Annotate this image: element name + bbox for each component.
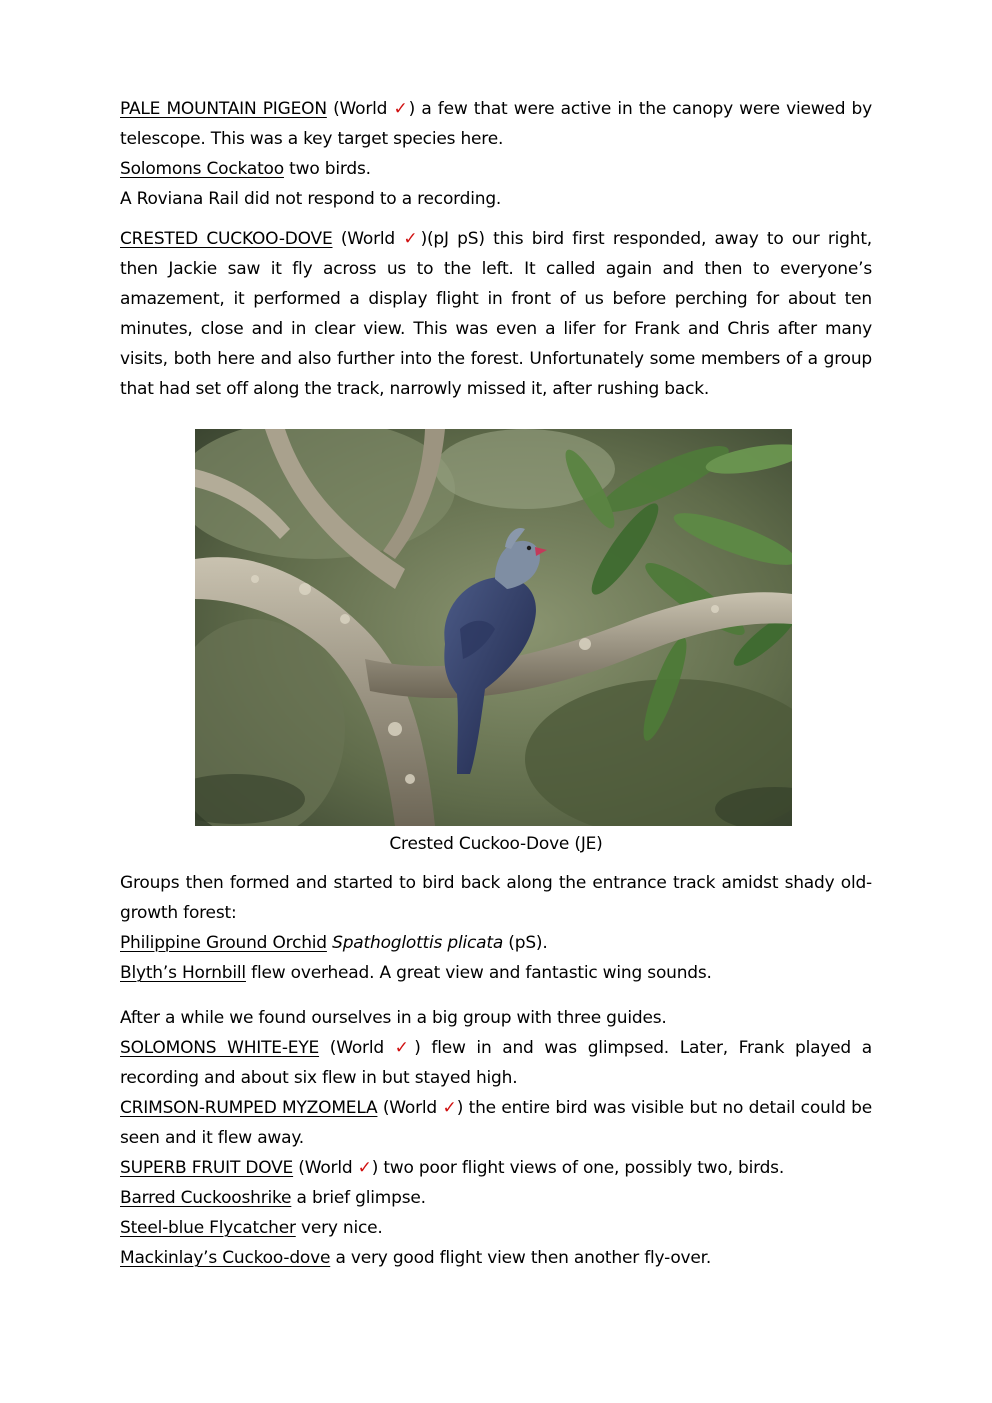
entry-superb-fruit-dove: SUPERB FRUIT DOVE (World ✓) two poor flight views of one, possibly two, birds. bbox=[120, 1158, 785, 1178]
scientific-name: Spathoglottis plicata bbox=[332, 933, 504, 953]
check-icon: ✓ bbox=[393, 99, 409, 119]
bird-photo bbox=[195, 429, 792, 826]
entry-solomons-cockatoo: Solomons Cockatoo two birds. bbox=[120, 159, 371, 179]
check-icon: ✓ bbox=[394, 1038, 415, 1058]
species-name: SOLOMONS WHITE-EYE bbox=[120, 1038, 320, 1058]
species-name: Philippine Ground Orchid bbox=[120, 933, 327, 953]
species-name: Steel-blue Flycatcher bbox=[120, 1218, 296, 1238]
document-page bbox=[120, 94, 872, 1273]
entry-roviana-rail: A Roviana Rail did not respond to a recording. bbox=[120, 189, 502, 209]
photo-caption: Crested Cuckoo-Dove (JE) bbox=[389, 834, 603, 854]
species-name: Barred Cuckooshrike bbox=[120, 1188, 292, 1208]
check-icon: ✓ bbox=[442, 1098, 457, 1118]
species-name: Mackinlay’s Cuckoo-dove bbox=[120, 1248, 331, 1268]
species-name: Blyth’s Hornbill bbox=[120, 963, 246, 983]
entry-crimson-rumped-myzomela: CRIMSON-RUMPED MYZOMELA (World ✓) the entire bird was visible but no detail could be seen and it flew away. bbox=[120, 1098, 873, 1148]
species-name: PALE MOUNTAIN PIGEON bbox=[120, 99, 327, 119]
species-name: Solomons Cockatoo bbox=[120, 159, 284, 179]
entry-big-group: After a while we found ourselves in a big group with three guides. bbox=[120, 1008, 667, 1028]
species-name: CRIMSON-RUMPED MYZOMELA bbox=[120, 1098, 378, 1118]
entry-crested-cuckoo-dove: CRESTED CUCKOO-DOVE (World ✓)(pJ pS) this bird first responded, away to our right, then Jackie saw it fly across us to the left. It called again and then to everyone’s amazement, it performed a display flight in front of us before perching for about ten minutes, close and in clear view. This was even a lifer for Frank and Chris after many visits, both here and also further into the forest. Unfortunately some members of a group that had set off along the track, narrowly missed it, after rushing back. bbox=[120, 229, 872, 399]
entry-barred-cuckooshrike: Barred Cuckooshrike a brief glimpse. bbox=[120, 1188, 426, 1208]
entry-philippine-ground-orchid: Philippine Ground Orchid Spathoglottis plicata (pS). bbox=[120, 933, 548, 953]
check-icon: ✓ bbox=[403, 229, 421, 249]
crested-cuckoo-dove-photo bbox=[195, 429, 792, 826]
entry-blyths-hornbill: Blyth’s Hornbill flew overhead. A great view and fantastic wing sounds. bbox=[120, 963, 712, 983]
species-name: SUPERB FRUIT DOVE bbox=[120, 1158, 294, 1178]
species-name: CRESTED CUCKOO-DOVE bbox=[120, 229, 333, 249]
entry-pale-mountain-pigeon: PALE MOUNTAIN PIGEON (World ✓) a few that were active in the canopy were viewed by telescope. This was a key target species here. bbox=[120, 99, 872, 149]
entry-groups-formed: Groups then formed and started to bird back along the entrance track amidst shady old-growth forest: bbox=[120, 873, 872, 923]
check-icon: ✓ bbox=[357, 1158, 372, 1178]
entry-mackinlays-cuckoo-dove: Mackinlay’s Cuckoo-dove a very good flight view then another fly-over. bbox=[120, 1248, 712, 1268]
entry-steel-blue-flycatcher: Steel-blue Flycatcher very nice. bbox=[120, 1218, 383, 1238]
entry-solomons-white-eye: SOLOMONS WHITE-EYE (World ✓) flew in and was glimpsed. Later, Frank played a recording and about six flew in but stayed high. bbox=[120, 1038, 872, 1088]
